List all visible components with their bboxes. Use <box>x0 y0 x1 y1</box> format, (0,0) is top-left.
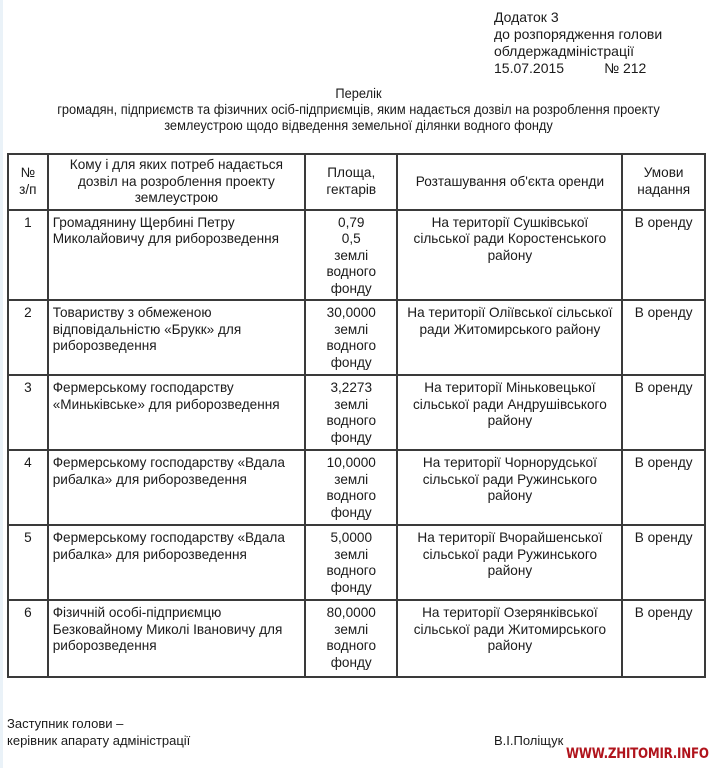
annex-line-2: до розпорядження голови <box>494 26 663 42</box>
title-heading: Перелік <box>335 86 382 101</box>
annex-date: 15.07.2015 <box>494 60 565 76</box>
row-area: 30,0000 землі водного фонду <box>305 300 397 375</box>
row-conditions: В оренду <box>622 210 705 301</box>
page-edge <box>0 0 3 768</box>
row-number: 2 <box>8 300 48 375</box>
row-area: 5,0000 землі водного фонду <box>305 525 397 600</box>
row-area: 0,79 0,5 землі водного фонду <box>305 210 397 301</box>
table-row <box>8 525 705 600</box>
table-header-row <box>8 154 705 210</box>
row-recipient: Фермерському господарству «Миньківське» для риборозведення <box>48 375 305 450</box>
row-recipient: Фермерському господарству «Вдала рибалка» для риборозведення <box>48 450 305 525</box>
header-conditions: Умови надання <box>622 154 705 210</box>
table-row <box>8 300 705 375</box>
signature-position <box>7 715 190 749</box>
annex-title: Додаток 3 <box>494 9 559 25</box>
annex-header <box>494 9 662 77</box>
row-recipient: Громадянину Щербині Петру Миколайовичу для риборозведення <box>48 210 305 301</box>
row-location: На території Чорнорудської сільської ради Ружинського району <box>397 450 622 525</box>
row-number: 3 <box>8 375 48 450</box>
row-number: 4 <box>8 450 48 525</box>
row-conditions: В оренду <box>622 300 705 375</box>
header-who: Кому і для яких потреб надається дозвіл на розроблення проекту землеустрою <box>48 154 305 210</box>
annex-date-row <box>494 60 662 77</box>
row-conditions: В оренду <box>622 375 705 450</box>
title-line-2: землеустрою щодо відведення земельної ділянки водного фонду <box>164 118 553 133</box>
row-conditions: В оренду <box>622 600 705 677</box>
table-row <box>8 450 705 525</box>
row-recipient: Товариству з обмеженою відповідальністю «Брукк» для риборозведення <box>48 300 305 375</box>
position-line-1: Заступник голови – <box>7 716 124 731</box>
row-area: 3,2273 землі водного фонду <box>305 375 397 450</box>
header-area: Площа, гектарів <box>305 154 397 210</box>
row-area: 80,0000 землі водного фонду <box>305 600 397 677</box>
document-title <box>18 86 699 134</box>
row-recipient: Фізичній особі-підприємцю Безковайному Миколі Івановичу для риборозведення <box>48 600 305 677</box>
title-line-1: громадян, підприємств та фізичних осіб-підприємців, яким надається дозвіл на розроблення проекту <box>57 102 660 117</box>
permits-table <box>7 153 706 678</box>
table-body <box>8 210 705 678</box>
row-location: На території Міньковецької сільської ради Андрушівського району <box>397 375 622 450</box>
signatory-name: В.І.Поліщук <box>494 733 564 748</box>
position-line-2: керівник апарату адміністрації <box>7 733 191 748</box>
row-conditions: В оренду <box>622 450 705 525</box>
header-location: Розташування об'єкта оренди <box>397 154 622 210</box>
row-location: На території Озерянківської сільської ради Житомирського району <box>397 600 622 677</box>
site-watermark: WWW.ZHITOMIR.INFO <box>566 746 709 762</box>
annex-line-3: облдержадміністрації <box>494 43 634 59</box>
row-number: 5 <box>8 525 48 600</box>
header-num: № з/п <box>8 154 48 210</box>
row-area: 10,0000 землі водного фонду <box>305 450 397 525</box>
annex-number: № 212 <box>604 60 647 76</box>
row-location: На території Оліївської сільської ради Житомирського району <box>397 300 622 375</box>
row-location: На території Сушківської сільської ради Коростенського району <box>397 210 622 301</box>
row-location: На території Вчорайшенської сільської ради Ружинського району <box>397 525 622 600</box>
row-recipient: Фермерському господарству «Вдала рибалка» для риборозведення <box>48 525 305 600</box>
row-conditions: В оренду <box>622 525 705 600</box>
table-row <box>8 210 705 301</box>
table-row <box>8 375 705 450</box>
row-number: 6 <box>8 600 48 677</box>
table-row <box>8 600 705 677</box>
row-number: 1 <box>8 210 48 301</box>
